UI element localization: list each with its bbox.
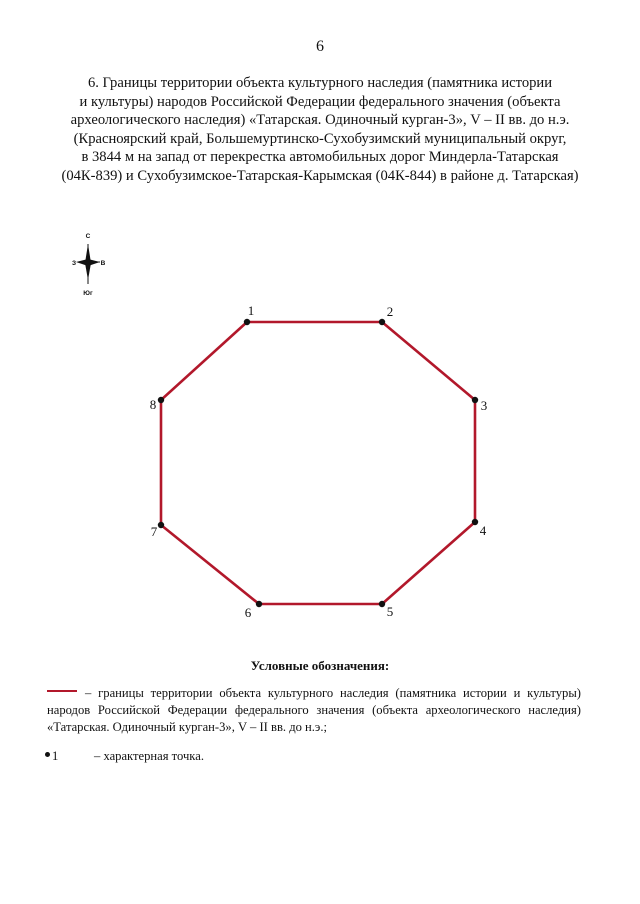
boundary-point xyxy=(379,319,385,325)
point-label: 2 xyxy=(386,304,394,319)
point-label: 7 xyxy=(150,524,158,539)
legend-heading: Условные обозначения: xyxy=(250,658,390,673)
boundary-point xyxy=(244,319,250,325)
boundary-point xyxy=(158,522,164,528)
legend-point-sample-label: 1 xyxy=(52,749,59,763)
compass-east-label: В xyxy=(100,260,106,267)
point-label: 6 xyxy=(244,605,252,620)
boundary-point xyxy=(472,397,478,403)
legend-boundary-line-2: народов Российской Федерации федерального значения (объекта археологического наследия) xyxy=(47,703,581,717)
point-label: 1 xyxy=(247,303,255,318)
title-line: (Красноярский край, Большемуртинско-Сухобузимский муниципальный округ, xyxy=(73,130,567,147)
point-label: 3 xyxy=(480,398,488,413)
title-line: в 3844 м на запад от перекрестка автомобильных дорог Миндерла-Татарская xyxy=(81,149,559,166)
boundary-point xyxy=(379,601,385,607)
title-line: и культуры) народов Российской Федерации федерального значения (объекта xyxy=(79,93,561,110)
legend-boundary-line-1: – границы территории объекта культурного наследия (памятника истории и культуры) xyxy=(85,686,581,700)
title-line: 6. Границы территории объекта культурного наследия (памятника истории xyxy=(87,75,553,91)
point-label: 5 xyxy=(386,604,394,619)
compass-rose-icon xyxy=(72,233,106,297)
boundary-point xyxy=(472,519,478,525)
legend-point-description: – характерная точка. xyxy=(94,749,204,763)
point-label: 4 xyxy=(479,523,487,538)
legend-boundary-line-3: «Татарская. Одиночный курган-3», V – II вв. до н.э.; xyxy=(47,720,327,734)
page-number: 6 xyxy=(316,38,324,55)
boundary-point xyxy=(158,397,164,403)
boundary-line xyxy=(161,322,475,604)
compass-south-label: Юг xyxy=(83,290,93,297)
legend-point-entry xyxy=(45,748,204,765)
title-line: археологического наследия) «Татарская. Одиночный курган-3», V – II вв. до н.э. xyxy=(70,112,570,129)
compass-north-label: С xyxy=(85,233,91,240)
boundary-point xyxy=(256,601,262,607)
legend-boundary-description xyxy=(47,685,581,736)
title-line: (04К-839) и Сухобузимское-Татарская-Карымская (04К-844) в районе д. Татарская) xyxy=(61,167,579,184)
point-marker-icon xyxy=(45,752,50,757)
compass-west-label: З xyxy=(71,260,77,267)
point-label: 8 xyxy=(149,397,157,412)
